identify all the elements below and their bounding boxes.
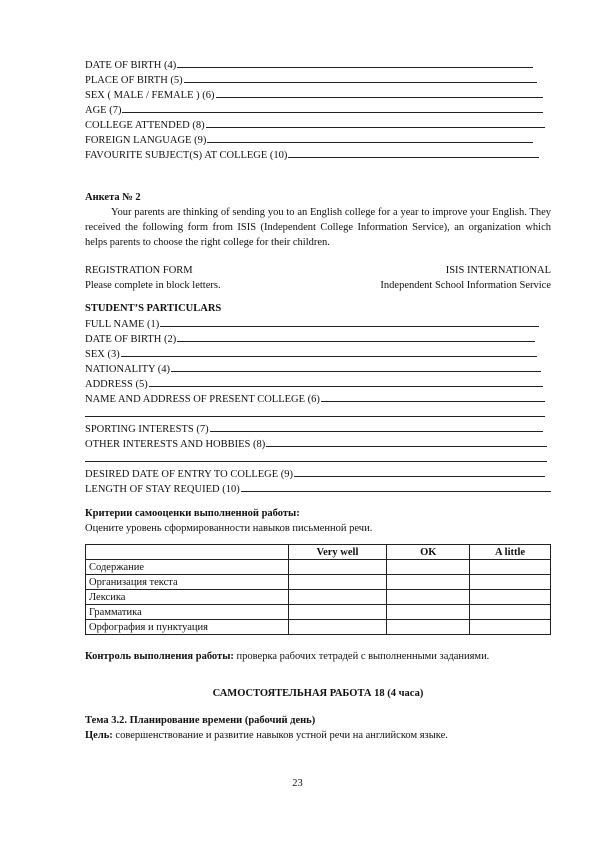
page-number: 23	[292, 778, 303, 789]
criteria-title: Критерии самооценки выполненной работы:	[85, 508, 300, 519]
field-label: FAVOURITE SUBJECT(S) AT COLLEGE (10)	[85, 150, 288, 161]
document-page	[85, 57, 551, 743]
isis-title: ISIS INTERNATIONAL	[445, 265, 551, 276]
table-cell[interactable]	[470, 605, 551, 620]
table-cell[interactable]	[288, 575, 387, 590]
reg-field-other-interests-continued[interactable]	[85, 451, 551, 466]
table-cell[interactable]	[387, 560, 470, 575]
reg-field-present-college-continued[interactable]	[85, 406, 551, 421]
field-label: SEX (3)	[85, 349, 120, 360]
goal-label: Цель:	[85, 730, 113, 741]
table-cell[interactable]	[470, 590, 551, 605]
table-header-cell: Very well	[288, 545, 387, 560]
form1-field-place-of-birth[interactable]	[85, 72, 551, 87]
control-label: Контроль выполнения работы:	[85, 651, 234, 662]
table-cell[interactable]	[387, 575, 470, 590]
form1-field-age[interactable]	[85, 102, 551, 117]
field-label: OTHER INTERESTS AND HOBBIES (8)	[85, 439, 266, 450]
field-label: ADDRESS (5)	[85, 379, 148, 390]
table-row	[86, 560, 551, 575]
control-line	[85, 649, 551, 664]
table-header-cell: OK	[387, 545, 470, 560]
reg-field-other-interests[interactable]	[85, 436, 551, 451]
criteria-instruction: Оцените уровень сформированности навыков письменной речи.	[85, 523, 373, 534]
table-row	[86, 575, 551, 590]
reg-field-present-college[interactable]	[85, 391, 551, 406]
field-label: FOREIGN LANGUAGE (9)	[85, 135, 207, 146]
isis-subtitle: Independent School Information Service	[380, 280, 551, 291]
reg-field-date-of-birth[interactable]	[85, 331, 551, 346]
reg-field-full-name[interactable]	[85, 316, 551, 331]
block-letters-note: Please complete in block letters.	[85, 280, 221, 291]
criteria-row-label: Лексика	[86, 590, 289, 605]
table-cell[interactable]	[288, 560, 387, 575]
field-label: NAME AND ADDRESS OF PRESENT COLLEGE (6)	[85, 394, 320, 405]
table-header-cell	[86, 545, 289, 560]
registration-header	[85, 263, 551, 278]
field-label: DESIRED DATE OF ENTRY TO COLLEGE (9)	[85, 469, 294, 480]
form1-field-sex[interactable]	[85, 87, 551, 102]
goal-line	[85, 728, 551, 743]
table-header-cell: A little	[470, 545, 551, 560]
reg-field-address[interactable]	[85, 376, 551, 391]
field-label: DATE OF BIRTH (2)	[85, 334, 177, 345]
anketa-title: Анкета № 2	[85, 192, 141, 203]
particulars-title: STUDENT’S PARTICULARS	[85, 303, 222, 314]
criteria-table	[85, 544, 551, 635]
table-cell[interactable]	[470, 575, 551, 590]
field-label: AGE (7)	[85, 105, 122, 116]
field-label: COLLEGE ATTENDED (8)	[85, 120, 205, 131]
table-cell[interactable]	[288, 605, 387, 620]
reg-field-nationality[interactable]	[85, 361, 551, 376]
table-row	[86, 590, 551, 605]
reg-field-sporting[interactable]	[85, 421, 551, 436]
goal-text: совершенствование и развитие навыков устной речи на английском языке.	[112, 730, 448, 741]
field-label: SPORTING INTERESTS (7)	[85, 424, 209, 435]
field-label: NATIONALITY (4)	[85, 364, 171, 375]
table-cell[interactable]	[387, 605, 470, 620]
field-label: LENGTH OF STAY REQUIED (10)	[85, 484, 240, 495]
field-label: DATE OF BIRTH (4)	[85, 60, 177, 71]
table-cell[interactable]	[288, 590, 387, 605]
table-cell[interactable]	[470, 560, 551, 575]
control-text: проверка рабочих тетрадей с выполненными заданиями.	[233, 651, 490, 662]
criteria-row-label: Орфография и пунктуация	[86, 620, 289, 635]
field-label: PLACE OF BIRTH (5)	[85, 75, 183, 86]
reg-field-length-of-stay[interactable]	[85, 481, 551, 496]
work18-title: САМОСТОЯТЕЛЬНАЯ РАБОТА 18 (4 часа)	[212, 688, 424, 699]
registration-subheader	[85, 278, 551, 293]
reg-field-sex[interactable]	[85, 346, 551, 361]
form1-field-favourite-subjects[interactable]	[85, 147, 551, 162]
registration-form-title: REGISTRATION FORM	[85, 265, 193, 276]
form1-field-date-of-birth[interactable]	[85, 57, 551, 72]
table-cell[interactable]	[288, 620, 387, 635]
criteria-row-label: Грамматика	[86, 605, 289, 620]
topic-line: Тема 3.2. Планирование времени (рабочий день)	[85, 715, 316, 726]
reg-field-entry-date[interactable]	[85, 466, 551, 481]
anketa-paragraph: Your parents are thinking of sending you to an English college for a year to improve your English. They received the following form from ISIS (Independent College Information Service), an organization which helps parents to choose the right college for their children.	[85, 207, 551, 248]
field-label: FULL NAME (1)	[85, 319, 160, 330]
criteria-row-label: Организация текста	[86, 575, 289, 590]
table-cell[interactable]	[387, 620, 470, 635]
table-header-row	[86, 545, 551, 560]
form1-field-college-attended[interactable]	[85, 117, 551, 132]
criteria-row-label: Содержание	[86, 560, 289, 575]
table-cell[interactable]	[387, 590, 470, 605]
table-row	[86, 605, 551, 620]
form1-field-foreign-language[interactable]	[85, 132, 551, 147]
table-cell[interactable]	[470, 620, 551, 635]
field-label: SEX ( MALE / FEMALE ) (6)	[85, 90, 215, 101]
table-row	[86, 620, 551, 635]
